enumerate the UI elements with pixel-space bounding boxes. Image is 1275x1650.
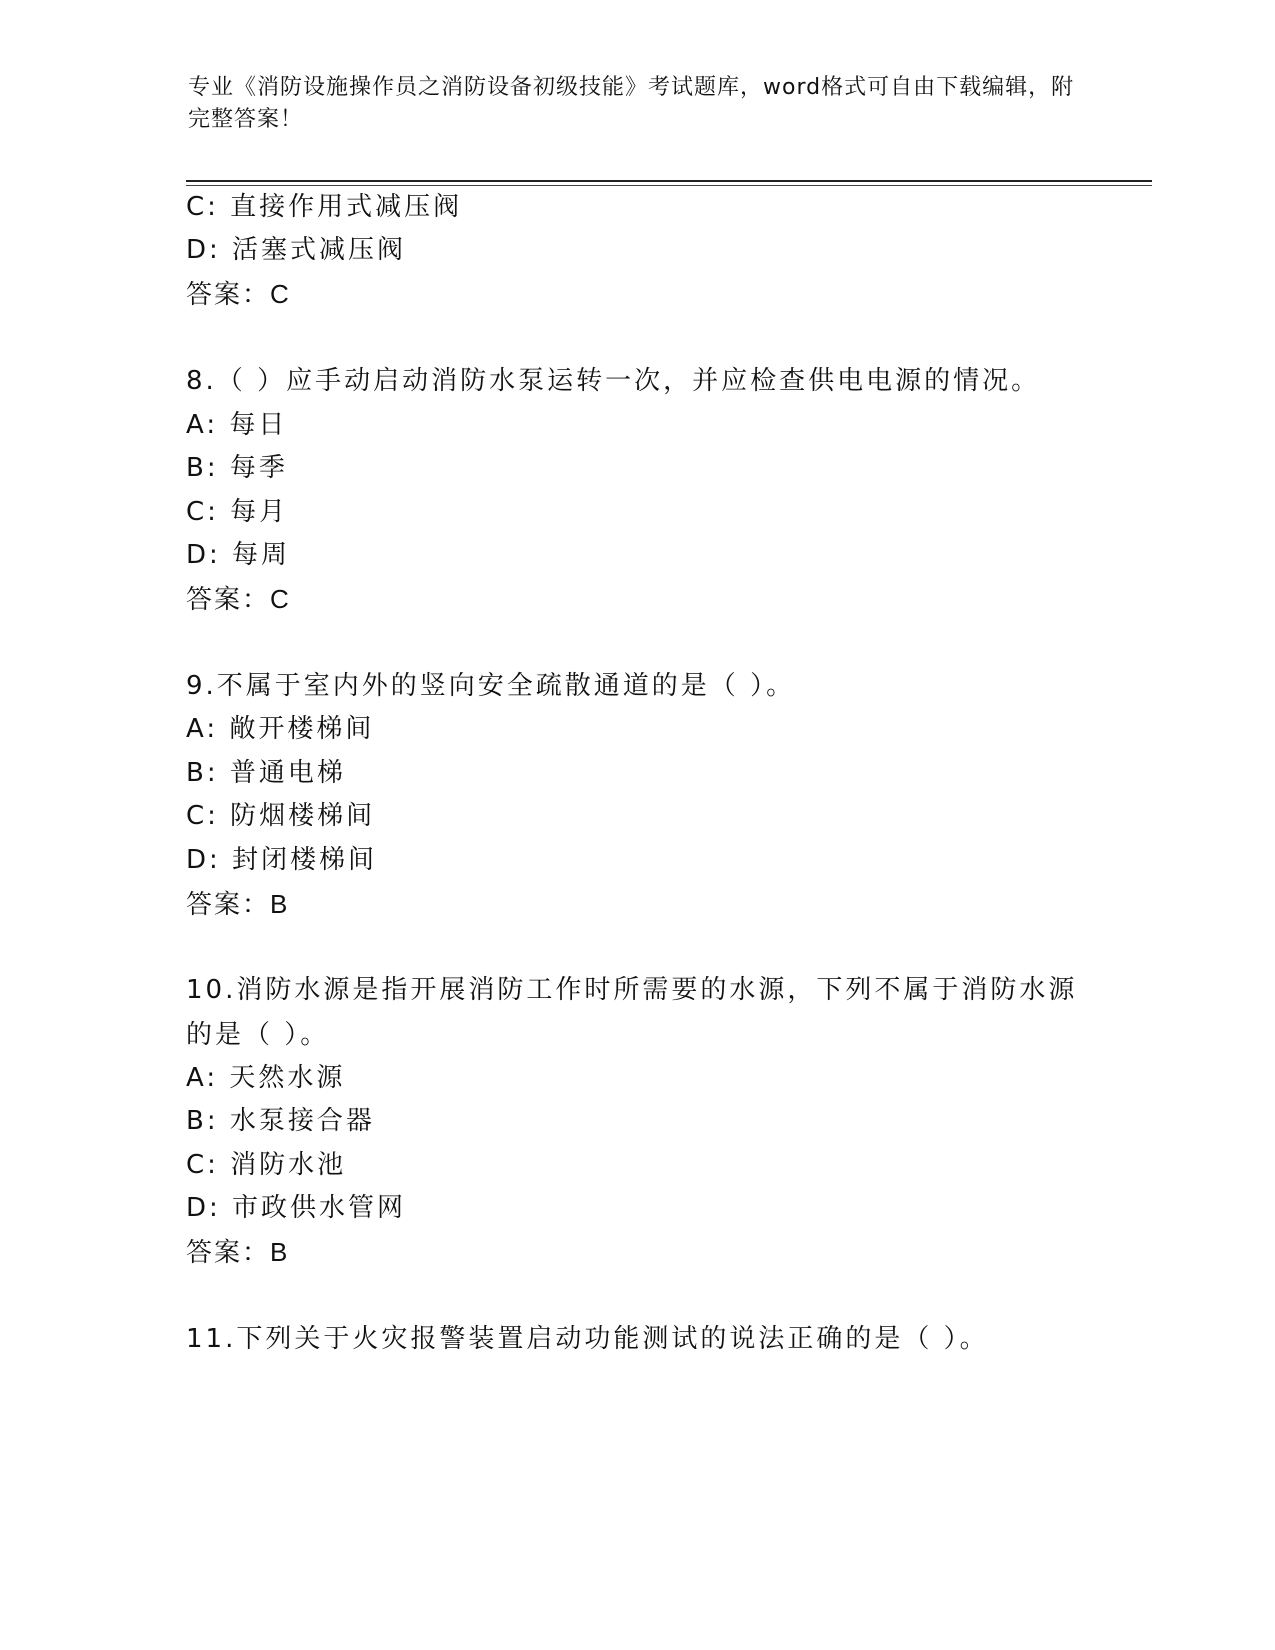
header-divider-thin: [186, 185, 1152, 186]
q8-option-a: A: 每日: [186, 410, 288, 440]
q9-option-d: D: 封闭楼梯间: [186, 845, 378, 875]
q9-option-b: B: 普通电梯: [186, 758, 346, 788]
q10-question: 10.消防水源是指开展消防工作时所需要的水源，下列不属于消防水源的是（ ）。: [186, 975, 1078, 1050]
q8-question: 8.（ ）应手动启动消防水泵运转一次，并应检查供电电源的情况。: [186, 366, 1041, 396]
q9-option-a: A: 敞开楼梯间: [186, 714, 375, 744]
q7-answer: 答案：C: [186, 279, 291, 309]
header-divider-thick: [186, 180, 1152, 182]
q7-option-d: D: 活塞式减压阀: [186, 235, 407, 265]
q10-answer: 答案：B: [186, 1237, 290, 1267]
q7-option-c: C: 直接作用式减压阀: [186, 192, 463, 222]
q8-answer: 答案：C: [186, 584, 291, 614]
q10-option-c: C: 消防水池: [186, 1150, 347, 1180]
q9-option-c: C: 防烟楼梯间: [186, 801, 376, 831]
q10-option-d: D: 市政供水管网: [186, 1193, 407, 1223]
document-header: 专业《消防设施操作员之消防设备初级技能》考试题库，word格式可自由下载编辑，附完整答案！: [188, 75, 1075, 132]
q10-option-b: B: 水泵接合器: [186, 1106, 375, 1136]
q10-option-a: A: 天然水源: [186, 1063, 346, 1093]
q8-option-b: B: 每季: [186, 453, 288, 483]
q9-question: 9.不属于室内外的竖向安全疏散通道的是（ ）。: [186, 671, 796, 701]
q11-question: 11.下列关于火灾报警装置启动功能测试的说法正确的是（ ）。: [186, 1324, 989, 1354]
q9-answer: 答案：B: [186, 889, 290, 919]
q8-option-c: C: 每月: [186, 497, 289, 527]
q8-option-d: D: 每周: [186, 540, 291, 570]
